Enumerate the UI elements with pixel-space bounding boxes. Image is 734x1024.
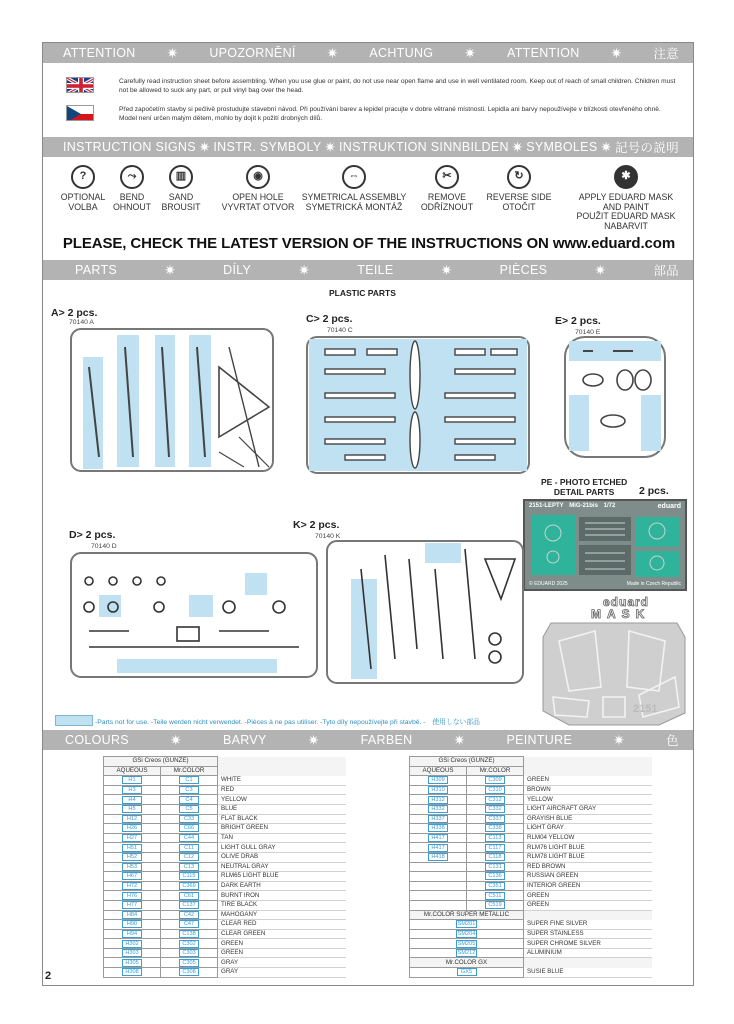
paint-code: C138 [179, 930, 199, 938]
paint-code: C310 [485, 786, 505, 794]
paint-name: RED [218, 785, 346, 795]
colour-row [104, 891, 346, 901]
signs-cz: INSTR. SYMBOLY [213, 140, 322, 154]
instruction-sign-icon: ⇔ [342, 165, 366, 189]
paint-code: C5 [179, 805, 199, 813]
signs-de: INSTRUKTION SINNBILDEN [338, 140, 509, 154]
paint-code: H309 [428, 776, 448, 784]
instruction-sign [109, 165, 155, 212]
paint-name: GREEN [524, 776, 652, 786]
sprue-c-drawing [305, 335, 531, 475]
paint-name: GREEN [524, 891, 652, 901]
paint-code: H312 [428, 796, 448, 804]
star-icon: ✷ [198, 138, 211, 155]
parts-fr: PIÈCES [499, 263, 548, 277]
col-mr-color: Mr.COLOR [161, 766, 218, 776]
paint-code: C302 [179, 940, 199, 948]
star-icon: ✷ [464, 44, 477, 61]
instruction-sign [213, 165, 303, 212]
colours-en: COLOURS [65, 733, 129, 747]
colour-row [410, 824, 652, 834]
colour-row [410, 929, 652, 939]
parts-cz: DÍLY [223, 263, 252, 277]
paint-code: C4 [179, 796, 199, 804]
colour-row [410, 891, 652, 901]
attention-en: ATTENTION [63, 46, 136, 60]
paint-name: SUPER FINE SILVER [524, 920, 652, 930]
paint-code: GX5 [457, 968, 477, 976]
sprue-a-code: 70140 A [69, 319, 94, 326]
mask-word: MASK [591, 607, 651, 621]
paint-code: C42 [179, 911, 199, 919]
colour-row [410, 843, 652, 853]
colour-table-right-header: GSi Creos (GUNZE) [410, 757, 524, 767]
paint-name: RLM04 YELLOW [524, 833, 652, 843]
pe-fret [523, 499, 687, 591]
paint-name: RLM65 LIGHT BLUE [218, 872, 346, 882]
paint-code: H337 [428, 815, 448, 823]
paint-name: GRAY [218, 958, 346, 968]
signs-fr: SYMBOLES [526, 140, 598, 154]
instruction-sign-label: OPEN HOLE VYVRTAT OTVOR [221, 192, 295, 212]
paint-name: MAHOGANY [218, 910, 346, 920]
paint-name: TAN [218, 833, 346, 843]
paint-code: H4 [122, 796, 142, 804]
sprue-d-code: 70140 D [91, 543, 117, 550]
instruction-sign [155, 165, 207, 212]
attention-jp: 注意 [653, 47, 679, 61]
paint-code: C312 [485, 796, 505, 804]
instruction-sign-label: APPLY EDUARD MASK AND PAINT POUŽIT EDUARD MASK NABARVIT [576, 192, 676, 231]
col-aqueous: AQUEOUS [104, 766, 161, 776]
paint-code: SM205 [457, 940, 476, 947]
instruction-sign [483, 165, 555, 212]
paint-name: ALUMINIUM [524, 948, 652, 958]
paint-code: C117 [485, 844, 505, 852]
star-icon: ✷ [610, 44, 623, 61]
sprue-k-drawing [325, 539, 525, 685]
paint-name: FLAT BLACK [218, 814, 346, 824]
signs-jp: 記号の説明 [614, 141, 679, 155]
colour-row [410, 968, 652, 978]
paint-code: C118 [485, 853, 505, 861]
attention-fr: ATTENTION [507, 46, 580, 60]
colour-row [104, 900, 346, 910]
star-icon: ✷ [600, 138, 613, 155]
pe-fret-copyright: © EDUARD 2025 [529, 581, 568, 587]
paint-code: H5 [122, 805, 142, 813]
paint-code: H76 [122, 892, 142, 900]
paint-code: H67 [122, 872, 142, 880]
paint-code: C11 [179, 844, 199, 852]
mask-brand: eduard [603, 595, 650, 609]
paint-code: H27 [122, 834, 142, 842]
pe-fret-model: MiG-21bis [569, 503, 598, 509]
colour-row [410, 795, 652, 805]
paint-code: C113 [485, 834, 505, 842]
star-icon: ✷ [453, 731, 466, 748]
sprue-k-label: K> 2 pcs. [293, 519, 340, 531]
paint-code: H417 [428, 844, 448, 852]
paint-name: RED BROWN [524, 862, 652, 872]
parts-jp: 部品 [653, 264, 679, 278]
star-icon: ✷ [326, 44, 339, 61]
paint-name: RLM78 LIGHT BLUE [524, 852, 652, 862]
paint-name: YELLOW [524, 795, 652, 805]
uk-flag-icon [66, 77, 94, 93]
paint-code: H1 [122, 776, 142, 784]
sprue-e-drawing [563, 335, 667, 459]
paint-code: C332 [485, 805, 505, 813]
gx-header: Mr.COLOR GX [410, 958, 524, 968]
star-icon: ✷ [594, 261, 607, 278]
paint-name: OLIVE DRAB [218, 852, 346, 862]
colour-row [410, 785, 652, 795]
paint-code: C137 [179, 901, 199, 909]
instruction-sign [561, 165, 691, 231]
paint-name: LIGHT GULL GRAY [218, 843, 346, 853]
paint-code: C13 [179, 863, 199, 871]
sprue-e-label: E> 2 pcs. [555, 315, 601, 327]
signs-banner [43, 137, 693, 157]
super-metallic-header: Mr.COLOR SUPER METALLIC [410, 910, 524, 920]
colour-row [410, 920, 652, 930]
parts-banner [43, 260, 693, 280]
colour-row [410, 881, 652, 891]
paint-name: BLUE [218, 804, 346, 814]
colours-fr: PEINTURE [506, 733, 573, 747]
paint-code: C47 [179, 920, 199, 928]
pe-fret-scale: 1/72 [603, 503, 616, 509]
colour-table-right [409, 756, 652, 978]
paint-code: H12 [122, 815, 142, 823]
paint-code: SM212 [457, 950, 476, 957]
instruction-sign [415, 165, 479, 212]
colour-row [104, 804, 346, 814]
unused-parts-legend: -Parts not for use. -Teile werden nicht verwendet. -Pièces à ne pas utiliser. -Tyto díly nepoužívejte při stavbě. - 使用しない部品 [95, 719, 480, 726]
attention-note-cz: Před započetím stavby si pečlivě prostudujte stavební návod. Při používání barev a lepidel pracujte v dobre větrané místnosti. Lepidla ani barvy nepoužívejte v blízkosti otevřeného ohně. Model není určen malým dětem, mohlo by dojít k požití drobných dílů. [119, 106, 661, 122]
paint-code: H90 [122, 920, 142, 928]
star-icon: ✷ [324, 138, 337, 155]
paint-name: SUPER CHROME SILVER [524, 939, 652, 949]
instruction-sign [55, 165, 111, 212]
colour-row [104, 785, 346, 795]
paint-code: H94 [122, 930, 142, 938]
star-icon: ✷ [169, 731, 182, 748]
colour-row [104, 968, 346, 978]
colour-row [104, 939, 346, 949]
paint-code: H52 [122, 853, 142, 861]
colour-row [104, 824, 346, 834]
colour-row [104, 862, 346, 872]
paint-code: H77 [122, 901, 142, 909]
paint-code: C308 [179, 968, 199, 976]
colour-row [104, 833, 346, 843]
paint-code: C12 [179, 853, 199, 861]
instruction-sheet [42, 42, 694, 986]
sprue-a-drawing [69, 327, 275, 473]
paint-code: C136 [485, 872, 505, 880]
instruction-sign-icon: ✱ [614, 165, 638, 189]
paint-name: CLEAR GREEN [218, 929, 346, 939]
colour-row [104, 843, 346, 853]
colour-row [104, 929, 346, 939]
paint-name: GREEN [218, 939, 346, 949]
paint-name: BURNT IRON [218, 891, 346, 901]
paint-code: H51 [122, 844, 142, 852]
paint-code: C131 [485, 863, 505, 871]
colour-row [410, 862, 652, 872]
instruction-sign-label: REMOVE ODŘÍZNOUT [420, 192, 474, 212]
paint-code: H332 [428, 805, 448, 813]
sprue-c-label: C> 2 pcs. [306, 313, 353, 325]
colour-row [104, 795, 346, 805]
paint-name: NEUTRAL GRAY [218, 862, 346, 872]
col-mr-color: Mr.COLOR [467, 766, 524, 776]
paint-name: BRIGHT GREEN [218, 824, 346, 834]
sprue-d-drawing [69, 551, 319, 679]
paint-name: BROWN [524, 785, 652, 795]
sprue-a-label: A> 2 pcs. [51, 307, 98, 319]
sprue-c-code: 70140 C [327, 327, 353, 334]
colours-banner [43, 730, 693, 750]
paint-code: C33 [179, 815, 199, 823]
paint-code: H303 [122, 949, 142, 957]
signs-en: INSTRUCTION SIGNS [63, 140, 196, 154]
paint-code: H305 [122, 959, 142, 967]
paint-name: LIGHT GRAY [524, 824, 652, 834]
instruction-sign-icon: ↻ [507, 165, 531, 189]
paint-code: C1 [179, 776, 199, 784]
paint-code: H3 [122, 786, 142, 794]
page-number: 2 [45, 970, 52, 982]
paint-code: H338 [428, 824, 448, 832]
plastic-parts-title: PLASTIC PARTS [329, 288, 396, 298]
colour-row [104, 814, 346, 824]
star-icon: ✷ [164, 261, 177, 278]
instruction-sign [299, 165, 409, 212]
colour-row [104, 881, 346, 891]
star-icon: ✷ [307, 731, 320, 748]
paint-code: C66 [179, 824, 199, 832]
paint-code: C337 [485, 815, 505, 823]
unused-parts-legend-swatch [55, 715, 93, 726]
instruction-sign-label: BEND OHNOUT [112, 192, 152, 212]
paint-code: SM201 [457, 921, 476, 928]
mask-sheet [539, 617, 689, 729]
colour-row [410, 814, 652, 824]
paint-code: H308 [122, 968, 142, 976]
star-icon: ✷ [298, 261, 311, 278]
colour-row [410, 900, 652, 910]
instruction-sign-label: SYMETRICAL ASSEMBLY SYMETRICKÁ MONTÁŽ [301, 192, 407, 212]
czech-flag-icon [66, 105, 94, 121]
attention-banner [43, 43, 693, 63]
colour-row [104, 948, 346, 958]
colour-table-left [103, 756, 346, 978]
paint-name: GREEN [218, 948, 346, 958]
sprue-e-code: 70140 E [575, 329, 601, 336]
paint-name: INTERIOR GREEN [524, 881, 652, 891]
paint-code: C369 [179, 882, 199, 890]
paint-code: C303 [179, 949, 199, 957]
colours-cz: BARVY [222, 733, 267, 747]
sprue-d-label: D> 2 pcs. [69, 529, 116, 541]
paint-name: LIGHT AIRCRAFT GRAY [524, 804, 652, 814]
paint-code: H310 [428, 786, 448, 794]
star-icon: ✷ [440, 261, 453, 278]
instruction-sign-icon: ? [71, 165, 95, 189]
parts-de: TEILE [357, 263, 394, 277]
paint-code: C3 [179, 786, 199, 794]
colour-row [410, 776, 652, 786]
paint-name: GRAY [218, 968, 346, 978]
colour-table-left-header: GSi Creos (GUNZE) [104, 757, 218, 767]
paint-code: H53 [122, 863, 142, 871]
pe-fret-code: 2151-LEPTY [529, 503, 564, 509]
attention-cz: UPOZORNĚNÍ [209, 46, 296, 60]
paint-code: H26 [122, 824, 142, 832]
paint-code: C61 [179, 892, 199, 900]
pe-fret-brand: eduard [657, 503, 681, 510]
paint-code: C351 [485, 882, 505, 890]
check-latest-version-notice: PLEASE, CHECK THE LATEST VERSION OF THE INSTRUCTIONS ON www.eduard.com [62, 235, 676, 252]
paint-name: YELLOW [218, 795, 346, 805]
star-icon: ✷ [511, 138, 524, 155]
colour-row [410, 833, 652, 843]
instruction-sign-label: OPTIONAL VOLBA [60, 192, 106, 212]
col-aqueous: AQUEOUS [410, 766, 467, 776]
paint-code: C338 [485, 824, 505, 832]
colour-row [410, 939, 652, 949]
instruction-sign-label: REVERSE SIDE OTOČIT [486, 192, 552, 212]
instruction-sign-label: SAND BROUSIT [161, 192, 201, 212]
paint-name: RUSSIAN GREEN [524, 872, 652, 882]
attention-note-en: Carefully read instruction sheet before assembling. When you use glue or paint, do not use near open flame and use in well ventilated room. Keep out of reach of small children. Children must not be allowed to suck any part, or pull vinyl bag over the head. [119, 78, 676, 94]
paint-name: SUPER STAINLESS [524, 929, 652, 939]
star-icon: ✷ [613, 731, 626, 748]
colour-row [410, 948, 652, 958]
paint-name: GRAYISH BLUE [524, 814, 652, 824]
star-icon: ✷ [166, 44, 179, 61]
paint-code: C511 [485, 892, 505, 900]
paint-code: C115 [179, 872, 199, 880]
colour-row [104, 872, 346, 882]
colours-de: FARBEN [360, 733, 413, 747]
paint-name: TIRE BLACK [218, 900, 346, 910]
paint-code: C305 [179, 959, 199, 967]
colours-jp: 色 [666, 734, 679, 748]
colour-row [104, 958, 346, 968]
colour-row [104, 920, 346, 930]
paint-code: SM204 [457, 930, 476, 937]
sprue-k-code: 70140 K [315, 533, 341, 540]
parts-en: PARTS [75, 263, 118, 277]
pe-count: 2 pcs. [639, 485, 669, 497]
colour-row [104, 776, 346, 786]
colour-row [104, 852, 346, 862]
instruction-sign-icon: ✂ [435, 165, 459, 189]
instruction-sign-icon: ⤳ [120, 165, 144, 189]
paint-name: RLM76 LIGHT BLUE [524, 843, 652, 853]
instruction-sign-icon: ◉ [246, 165, 270, 189]
pe-title: PE - PHOTO ETCHED DETAIL PARTS [541, 477, 628, 497]
mask-number: 2151 [633, 703, 658, 715]
paint-code: H84 [122, 911, 142, 919]
colour-row [410, 804, 652, 814]
attention-de: ACHTUNG [369, 46, 434, 60]
colour-row [410, 872, 652, 882]
paint-name: WHITE [218, 776, 346, 786]
paint-code: H417 [428, 834, 448, 842]
paint-name: DARK EARTH [218, 881, 346, 891]
paint-code: C519 [485, 901, 505, 909]
paint-name: GREEN [524, 900, 652, 910]
paint-name: CLEAR RED [218, 920, 346, 930]
paint-code: H72 [122, 882, 142, 890]
pe-fret-made-in: Made in Czech Republic [626, 581, 681, 587]
paint-code: H418 [428, 853, 448, 861]
colour-row [410, 852, 652, 862]
paint-code: C309 [485, 776, 505, 784]
paint-code: C44 [179, 834, 199, 842]
paint-name: SUSIE BLUE [524, 968, 652, 978]
instruction-sign-icon: ▥ [169, 165, 193, 189]
paint-code: H302 [122, 940, 142, 948]
colour-row [104, 910, 346, 920]
